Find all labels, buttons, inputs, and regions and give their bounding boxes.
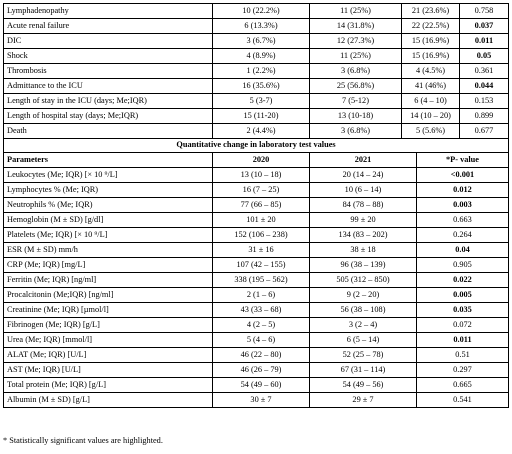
outcome-row bbox=[4, 124, 509, 139]
outcome-2020-value: 6 (13.3%) bbox=[213, 19, 310, 34]
lab-row bbox=[4, 273, 509, 288]
header-2020: 2020 bbox=[213, 153, 310, 168]
lab-row bbox=[4, 288, 509, 303]
lab-2020-value: 43 (33 – 68) bbox=[213, 303, 310, 318]
outcome-2020-value: 4 (8.9%) bbox=[213, 49, 310, 64]
lab-p-value: 0.022 bbox=[417, 273, 509, 288]
outcome-2021-value: 12 (27.3%) bbox=[310, 34, 402, 49]
outcome-p-value: 0.011 bbox=[460, 34, 509, 49]
outcome-row bbox=[4, 34, 509, 49]
outcome-2020-value: 15 (11-20) bbox=[213, 109, 310, 124]
outcome-2020-value: 5 (3-7) bbox=[213, 94, 310, 109]
results-table-wrapper bbox=[3, 3, 508, 408]
lab-parameter: AST (Me; IQR) [U/L] bbox=[4, 363, 213, 378]
outcome-total-value: 15 (16.9%) bbox=[402, 49, 460, 64]
lab-2021-value: 505 (312 – 850) bbox=[310, 273, 417, 288]
header-2021: 2021 bbox=[310, 153, 417, 168]
lab-row bbox=[4, 168, 509, 183]
lab-header-row bbox=[4, 153, 509, 168]
lab-row bbox=[4, 258, 509, 273]
lab-parameter: Procalcitonin (Me;IQR) [ng/ml] bbox=[4, 288, 213, 303]
lab-p-value: 0.541 bbox=[417, 393, 509, 408]
outcomes-table-body bbox=[4, 4, 509, 139]
lab-parameter: Leukocytes (Me; IQR) [× 10 ⁹/L] bbox=[4, 168, 213, 183]
outcome-label: Death bbox=[4, 124, 213, 139]
outcome-row bbox=[4, 94, 509, 109]
outcome-label: Acute renal failure bbox=[4, 19, 213, 34]
lab-parameter: Platelets (Me; IQR) [× 10 ⁹/L] bbox=[4, 228, 213, 243]
outcome-2020-value: 3 (6.7%) bbox=[213, 34, 310, 49]
lab-parameter: Lymphocytes % (Me; IQR) bbox=[4, 183, 213, 198]
header-p-value: *P- value bbox=[417, 153, 509, 168]
lab-2021-value: 6 (5 – 14) bbox=[310, 333, 417, 348]
outcome-2021-value: 25 (56.8%) bbox=[310, 79, 402, 94]
lab-row bbox=[4, 198, 509, 213]
lab-p-value: 0.51 bbox=[417, 348, 509, 363]
outcome-2021-value: 7 (5-12) bbox=[310, 94, 402, 109]
outcomes-table bbox=[3, 3, 509, 139]
lab-parameter: Ferritin (Me; IQR) [ng/ml] bbox=[4, 273, 213, 288]
lab-p-value: 0.04 bbox=[417, 243, 509, 258]
lab-2021-value: 20 (14 – 24) bbox=[310, 168, 417, 183]
lab-parameter: Urea (Me; IQR) [mmol/l] bbox=[4, 333, 213, 348]
lab-2021-value: 52 (25 – 78) bbox=[310, 348, 417, 363]
lab-parameter: ALAT (Me; IQR) [U/L] bbox=[4, 348, 213, 363]
outcome-row bbox=[4, 109, 509, 124]
lab-parameter: ESR (M ± SD) mm/h bbox=[4, 243, 213, 258]
lab-parameter: Neutrophils % (Me; IQR) bbox=[4, 198, 213, 213]
outcome-row bbox=[4, 49, 509, 64]
outcome-label: Shock bbox=[4, 49, 213, 64]
lab-2020-value: 107 (42 – 155) bbox=[213, 258, 310, 273]
lab-2021-value: 54 (49 – 56) bbox=[310, 378, 417, 393]
lab-2020-value: 338 (195 – 562) bbox=[213, 273, 310, 288]
lab-2020-value: 16 (7 – 25) bbox=[213, 183, 310, 198]
outcome-row bbox=[4, 4, 509, 19]
outcome-p-value: 0.037 bbox=[460, 19, 509, 34]
outcome-label: Length of hospital stay (days; Me;IQR) bbox=[4, 109, 213, 124]
lab-2020-value: 31 ± 16 bbox=[213, 243, 310, 258]
outcome-2021-value: 11 (25%) bbox=[310, 49, 402, 64]
lab-2020-value: 101 ± 20 bbox=[213, 213, 310, 228]
outcome-label: Length of stay in the ICU (days; Me;IQR) bbox=[4, 94, 213, 109]
lab-parameter: Total protein (Me; IQR) [g/L] bbox=[4, 378, 213, 393]
outcome-total-value: 5 (5.6%) bbox=[402, 124, 460, 139]
lab-parameter: Creatinine (Me; IQR) [µmol/l] bbox=[4, 303, 213, 318]
lab-2021-value: 3 (2 – 4) bbox=[310, 318, 417, 333]
lab-2021-value: 99 ± 20 bbox=[310, 213, 417, 228]
lab-2020-value: 77 (66 – 85) bbox=[213, 198, 310, 213]
lab-2021-value: 96 (38 – 139) bbox=[310, 258, 417, 273]
lab-2020-value: 13 (10 – 18) bbox=[213, 168, 310, 183]
lab-2020-value: 30 ± 7 bbox=[213, 393, 310, 408]
outcome-p-value: 0.361 bbox=[460, 64, 509, 79]
outcome-2021-value: 13 (10-18) bbox=[310, 109, 402, 124]
lab-row bbox=[4, 318, 509, 333]
outcome-2021-value: 3 (6.8%) bbox=[310, 64, 402, 79]
lab-2020-value: 46 (22 – 80) bbox=[213, 348, 310, 363]
outcome-p-value: 0.05 bbox=[460, 49, 509, 64]
outcome-total-value: 15 (16.9%) bbox=[402, 34, 460, 49]
outcome-total-value: 22 (22.5%) bbox=[402, 19, 460, 34]
outcome-total-value: 21 (23.6%) bbox=[402, 4, 460, 19]
lab-row bbox=[4, 363, 509, 378]
footnote: * Statistically significant values are highlighted. bbox=[3, 436, 163, 445]
lab-2020-value: 152 (106 – 238) bbox=[213, 228, 310, 243]
lab-2021-value: 134 (83 – 202) bbox=[310, 228, 417, 243]
lab-p-value: 0.072 bbox=[417, 318, 509, 333]
lab-values-table-body bbox=[4, 138, 509, 408]
lab-row bbox=[4, 393, 509, 408]
lab-p-value: 0.011 bbox=[417, 333, 509, 348]
lab-parameter: Hemoglobin (M ± SD) [g/dl] bbox=[4, 213, 213, 228]
lab-p-value: 0.005 bbox=[417, 288, 509, 303]
lab-2021-value: 56 (38 – 108) bbox=[310, 303, 417, 318]
header-parameters: Parameters bbox=[4, 153, 213, 168]
outcome-label: Thrombosis bbox=[4, 64, 213, 79]
lab-row bbox=[4, 213, 509, 228]
lab-row bbox=[4, 243, 509, 258]
outcome-2021-value: 11 (25%) bbox=[310, 4, 402, 19]
lab-row bbox=[4, 228, 509, 243]
lab-2020-value: 5 (4 – 6) bbox=[213, 333, 310, 348]
lab-p-value: 0.264 bbox=[417, 228, 509, 243]
outcome-p-value: 0.153 bbox=[460, 94, 509, 109]
outcome-p-value: 0.899 bbox=[460, 109, 509, 124]
outcome-2020-value: 1 (2.2%) bbox=[213, 64, 310, 79]
lab-values-table bbox=[3, 138, 509, 408]
lab-row bbox=[4, 378, 509, 393]
outcome-p-value: 0.758 bbox=[460, 4, 509, 19]
outcome-p-value: 0.677 bbox=[460, 124, 509, 139]
outcome-label: Lymphadenopathy bbox=[4, 4, 213, 19]
lab-parameter: Albumin (M ± SD) [g/L] bbox=[4, 393, 213, 408]
lab-p-value: 0.012 bbox=[417, 183, 509, 198]
lab-2021-value: 84 (78 – 88) bbox=[310, 198, 417, 213]
outcome-2021-value: 3 (6.8%) bbox=[310, 124, 402, 139]
lab-2020-value: 2 (1 – 6) bbox=[213, 288, 310, 303]
lab-2021-value: 29 ± 7 bbox=[310, 393, 417, 408]
lab-p-value: 0.905 bbox=[417, 258, 509, 273]
outcome-total-value: 6 (4 – 10) bbox=[402, 94, 460, 109]
outcome-2021-value: 14 (31.8%) bbox=[310, 19, 402, 34]
lab-p-value: 0.003 bbox=[417, 198, 509, 213]
lab-2020-value: 54 (49 – 60) bbox=[213, 378, 310, 393]
outcome-row bbox=[4, 64, 509, 79]
lab-row bbox=[4, 333, 509, 348]
outcome-2020-value: 10 (22.2%) bbox=[213, 4, 310, 19]
lab-p-value: 0.665 bbox=[417, 378, 509, 393]
lab-2021-value: 9 (2 – 20) bbox=[310, 288, 417, 303]
outcome-total-value: 4 (4.5%) bbox=[402, 64, 460, 79]
outcome-p-value: 0.044 bbox=[460, 79, 509, 94]
lab-p-value: 0.663 bbox=[417, 213, 509, 228]
outcome-total-value: 41 (46%) bbox=[402, 79, 460, 94]
section-title-row bbox=[4, 138, 509, 153]
outcome-2020-value: 16 (35.6%) bbox=[213, 79, 310, 94]
lab-2020-value: 46 (26 – 79) bbox=[213, 363, 310, 378]
lab-2021-value: 10 (6 – 14) bbox=[310, 183, 417, 198]
outcome-2020-value: 2 (4.4%) bbox=[213, 124, 310, 139]
lab-parameter: CRP (Me; IQR) [mg/L] bbox=[4, 258, 213, 273]
section-title: Quantitative change in laboratory test values bbox=[4, 138, 509, 153]
lab-2021-value: 67 (31 – 114) bbox=[310, 363, 417, 378]
lab-p-value: 0.297 bbox=[417, 363, 509, 378]
outcome-label: DIC bbox=[4, 34, 213, 49]
lab-2020-value: 4 (2 – 5) bbox=[213, 318, 310, 333]
lab-row bbox=[4, 183, 509, 198]
lab-p-value: <0.001 bbox=[417, 168, 509, 183]
lab-p-value: 0.035 bbox=[417, 303, 509, 318]
lab-row bbox=[4, 348, 509, 363]
outcome-total-value: 14 (10 – 20) bbox=[402, 109, 460, 124]
outcome-row bbox=[4, 19, 509, 34]
lab-row bbox=[4, 303, 509, 318]
lab-parameter: Fibrinogen (Me; IQR) [g/L] bbox=[4, 318, 213, 333]
outcome-row bbox=[4, 79, 509, 94]
outcome-label: Admittance to the ICU bbox=[4, 79, 213, 94]
lab-2021-value: 38 ± 18 bbox=[310, 243, 417, 258]
